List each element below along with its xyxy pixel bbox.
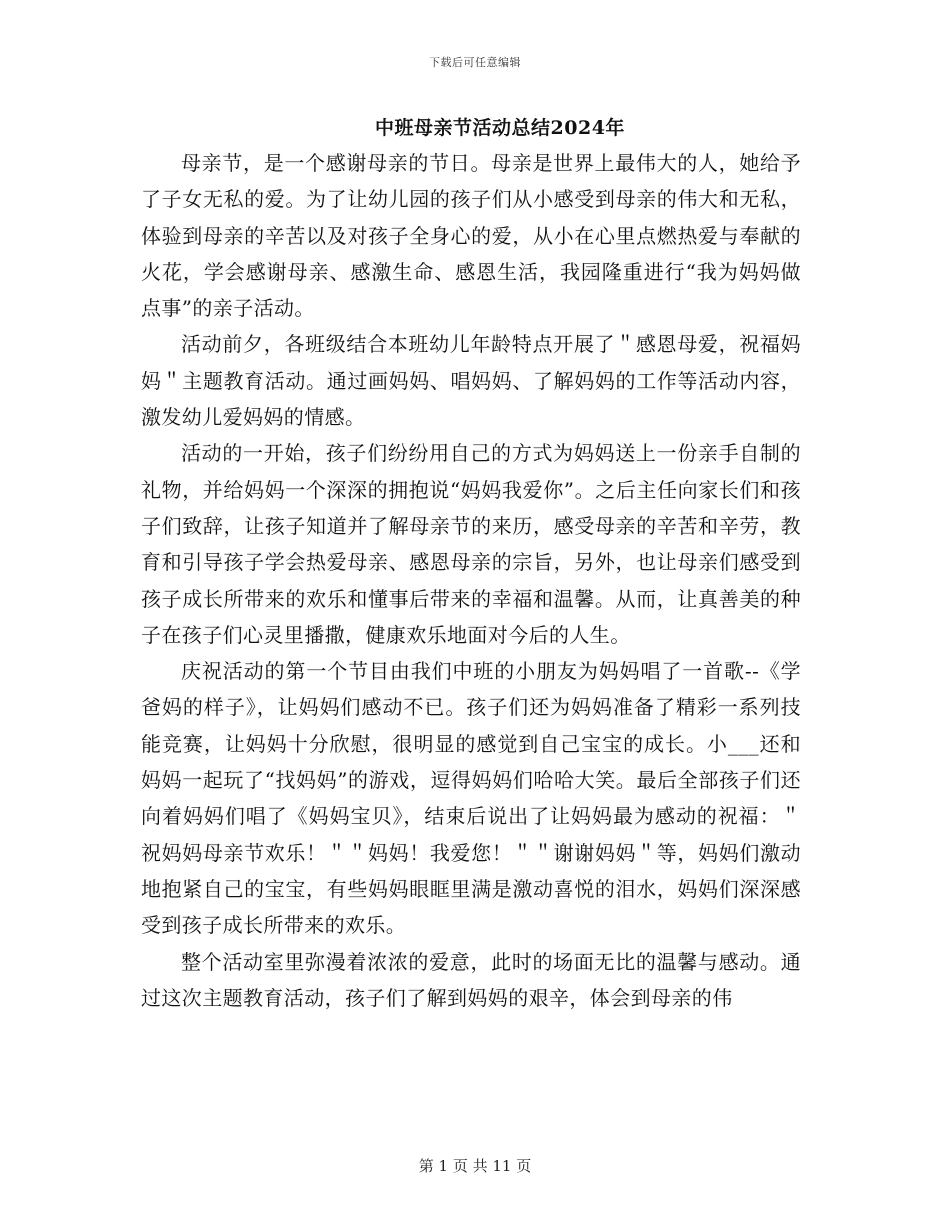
document-title: 中班母亲节活动总结2024年: [375, 117, 625, 139]
paragraph-4: 庆祝活动的第一个节目由我们中班的小朋友为妈妈唱了一首歌--《学爸妈的样子》，让妈妈们感动不已。孩子们还为妈妈准备了精彩一系列技能竞赛，让妈妈十分欣慰，很明显的感觉到自己宝宝的成长。小___还和妈妈一起玩了“找妈妈”的游戏，逗得妈妈们哈哈大笑。最后全部孩子们还向着妈妈们唱了《妈妈宝贝》，结束后说出了让妈妈最为感动的祝福：＂祝妈妈母亲节欢乐！＂＂妈妈！我爱您！＂＂谢谢妈妈＂等，妈妈们激动地抱紧自己的宝宝，有些妈妈眼眶里满是激动喜悦的泪水，妈妈们深深感受到孩子成长所带来的欢乐。: [141, 659, 801, 938]
paragraph-2: 活动前夕，各班级结合本班幼儿年龄特点开展了＂感恩母爱，祝福妈妈＂主题教育活动。通过画妈妈、唱妈妈、了解妈妈的工作等活动内容，激发幼儿爱妈妈的情感。: [141, 332, 801, 430]
paragraph-1: 母亲节，是一个感谢母亲的节日。母亲是世界上最伟大的人，她给予了子女无私的爱。为了让幼儿园的孩子们从小感受到母亲的伟大和无私，体验到母亲的辛苦以及对孩子全身心的爱，从小在心里点燃热爱与奉献的火花，学会感谢母亲、感激生命、感恩生活，我园隆重进行“我为妈妈做点事”的亲子活动。: [141, 151, 801, 321]
page-indicator: 第 1 页 共 11 页: [418, 1157, 532, 1175]
paragraph-3: 活动的一开始，孩子们纷纷用自己的方式为妈妈送上一份亲手自制的礼物，并给妈妈一个深深的拥抱说“妈妈我爱你”。之后主任向家长们和孩子们致辞，让孩子知道并了解母亲节的来历，感受母亲的辛苦和辛劳，教育和引导孩子学会热爱母亲、感恩母亲的宗旨，另外，也让母亲们感受到孩子成长所带来的欢乐和懂事后带来的幸福和温馨。从而，让真善美的种子在孩子们心灵里播撒，健康欢乐地面对今后的人生。: [141, 441, 801, 647]
document-body: [141, 145, 801, 1016]
header-note: 下载后可任意编辑: [429, 56, 521, 69]
paragraph-5: 整个活动室里弥漫着浓浓的爱意，此时的场面无比的温馨与感动。通过这次主题教育活动，孩子们了解到妈妈的艰辛，体会到母亲的伟: [141, 949, 801, 1010]
